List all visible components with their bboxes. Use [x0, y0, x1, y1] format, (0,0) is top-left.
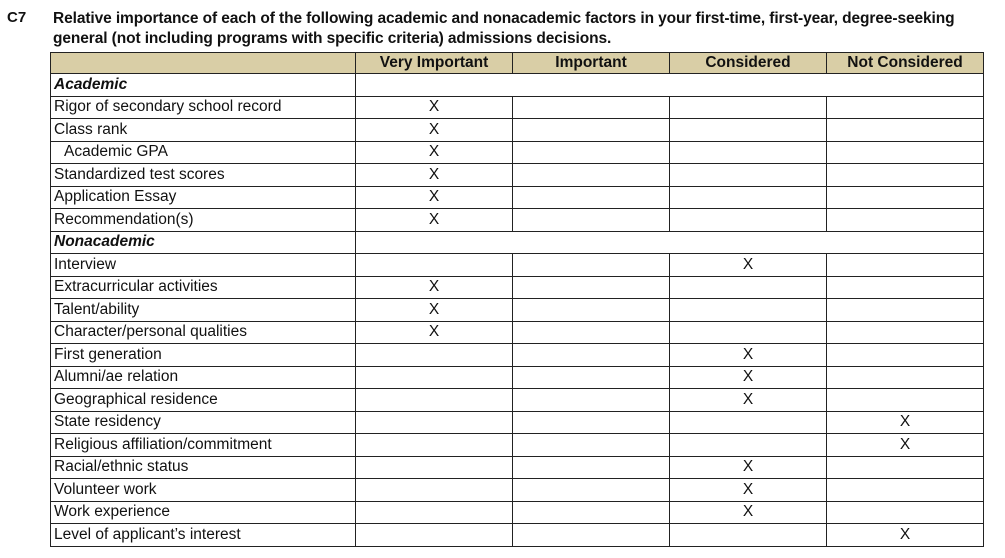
factor-label: Academic GPA	[51, 141, 356, 164]
table-header-row	[51, 53, 984, 74]
importance-cell	[356, 479, 513, 502]
importance-mark: X	[670, 479, 827, 502]
table-row	[51, 344, 984, 367]
importance-cell	[827, 299, 984, 322]
factor-label: Rigor of secondary school record	[51, 96, 356, 119]
factor-label: Application Essay	[51, 186, 356, 209]
importance-cell	[356, 411, 513, 434]
importance-cell	[513, 366, 670, 389]
factor-label: Level of applicant’s interest	[51, 524, 356, 547]
importance-cell	[827, 366, 984, 389]
importance-cell	[513, 321, 670, 344]
importance-cell	[513, 119, 670, 142]
factor-label: Recommendation(s)	[51, 209, 356, 232]
importance-mark: X	[356, 119, 513, 142]
table-row	[51, 479, 984, 502]
importance-cell	[670, 411, 827, 434]
table-row	[51, 299, 984, 322]
importance-cell	[356, 366, 513, 389]
importance-cell	[513, 276, 670, 299]
importance-cell	[670, 524, 827, 547]
importance-cell	[513, 209, 670, 232]
table-row	[51, 501, 984, 524]
factor-label: Extracurricular activities	[51, 276, 356, 299]
table-row	[51, 411, 984, 434]
importance-cell	[513, 254, 670, 277]
importance-cell	[827, 141, 984, 164]
importance-cell	[356, 456, 513, 479]
importance-cell	[827, 344, 984, 367]
factor-label: Geographical residence	[51, 389, 356, 412]
importance-cell	[670, 276, 827, 299]
table-row	[51, 96, 984, 119]
importance-cell	[827, 456, 984, 479]
importance-cell	[827, 501, 984, 524]
column-header-very-important: Very Important	[356, 53, 513, 74]
importance-cell	[827, 164, 984, 187]
importance-cell	[827, 209, 984, 232]
importance-cell	[670, 141, 827, 164]
importance-cell	[827, 96, 984, 119]
importance-mark: X	[356, 186, 513, 209]
importance-cell	[513, 411, 670, 434]
factor-label: Work experience	[51, 501, 356, 524]
importance-mark: X	[827, 411, 984, 434]
table-row	[51, 276, 984, 299]
importance-cell	[670, 164, 827, 187]
importance-cell	[827, 254, 984, 277]
table-row	[51, 366, 984, 389]
header-blank-cell	[51, 53, 356, 74]
importance-mark: X	[356, 209, 513, 232]
table-row	[51, 321, 984, 344]
importance-cell	[356, 434, 513, 457]
section-row	[51, 74, 984, 97]
table-row	[51, 209, 984, 232]
importance-cell	[513, 389, 670, 412]
importance-mark: X	[670, 366, 827, 389]
column-header-important: Important	[513, 53, 670, 74]
table-row	[51, 434, 984, 457]
factor-label: Religious affiliation/commitment	[51, 434, 356, 457]
factor-label: Character/personal qualities	[51, 321, 356, 344]
importance-cell	[513, 344, 670, 367]
importance-cell	[670, 209, 827, 232]
factor-label: State residency	[51, 411, 356, 434]
importance-mark: X	[670, 501, 827, 524]
question-number: C7	[7, 9, 27, 26]
importance-mark: X	[356, 276, 513, 299]
table-row	[51, 389, 984, 412]
importance-cell	[356, 344, 513, 367]
importance-cell	[513, 186, 670, 209]
importance-cell	[827, 119, 984, 142]
importance-mark: X	[356, 164, 513, 187]
importance-cell	[827, 321, 984, 344]
importance-cell	[513, 479, 670, 502]
importance-cell	[670, 96, 827, 119]
importance-mark: X	[356, 321, 513, 344]
importance-mark: X	[670, 456, 827, 479]
importance-cell	[513, 96, 670, 119]
importance-cell	[513, 524, 670, 547]
table-body	[51, 74, 984, 547]
importance-cell	[827, 186, 984, 209]
importance-cell	[827, 276, 984, 299]
importance-cell	[670, 186, 827, 209]
table-row	[51, 141, 984, 164]
section-fill	[356, 74, 984, 97]
factor-label: Racial/ethnic status	[51, 456, 356, 479]
importance-mark: X	[356, 141, 513, 164]
importance-cell	[513, 299, 670, 322]
importance-mark: X	[827, 524, 984, 547]
importance-cell	[827, 389, 984, 412]
table-row	[51, 186, 984, 209]
importance-cell	[356, 254, 513, 277]
factor-label: First generation	[51, 344, 356, 367]
section-title: Academic	[51, 74, 356, 97]
admission-factors-table	[50, 52, 984, 547]
importance-cell	[513, 141, 670, 164]
question-text: Relative importance of each of the following academic and nonacademic factors in your first-time, first-year, degree-seeking general (not including programs with specific criteria) admissions decisions.	[53, 10, 955, 47]
table-row	[51, 456, 984, 479]
importance-cell	[670, 321, 827, 344]
importance-cell	[670, 119, 827, 142]
importance-cell	[356, 501, 513, 524]
importance-mark: X	[670, 344, 827, 367]
importance-cell	[513, 164, 670, 187]
importance-mark: X	[827, 434, 984, 457]
table-row	[51, 119, 984, 142]
factor-label: Alumni/ae relation	[51, 366, 356, 389]
importance-cell	[356, 389, 513, 412]
importance-cell	[670, 434, 827, 457]
importance-cell	[513, 501, 670, 524]
importance-mark: X	[670, 389, 827, 412]
importance-cell	[356, 524, 513, 547]
factor-label: Interview	[51, 254, 356, 277]
factor-label: Standardized test scores	[51, 164, 356, 187]
column-header-not-considered: Not Considered	[827, 53, 984, 74]
importance-cell	[670, 299, 827, 322]
importance-mark: X	[670, 254, 827, 277]
section-title: Nonacademic	[51, 231, 356, 254]
importance-cell	[827, 479, 984, 502]
factor-label: Class rank	[51, 119, 356, 142]
column-header-considered: Considered	[670, 53, 827, 74]
section-fill	[356, 231, 984, 254]
factor-label: Volunteer work	[51, 479, 356, 502]
factor-label: Talent/ability	[51, 299, 356, 322]
table-row	[51, 164, 984, 187]
table-row	[51, 524, 984, 547]
section-row	[51, 231, 984, 254]
importance-mark: X	[356, 299, 513, 322]
importance-mark: X	[356, 96, 513, 119]
table-row	[51, 254, 984, 277]
importance-cell	[513, 434, 670, 457]
importance-cell	[513, 456, 670, 479]
